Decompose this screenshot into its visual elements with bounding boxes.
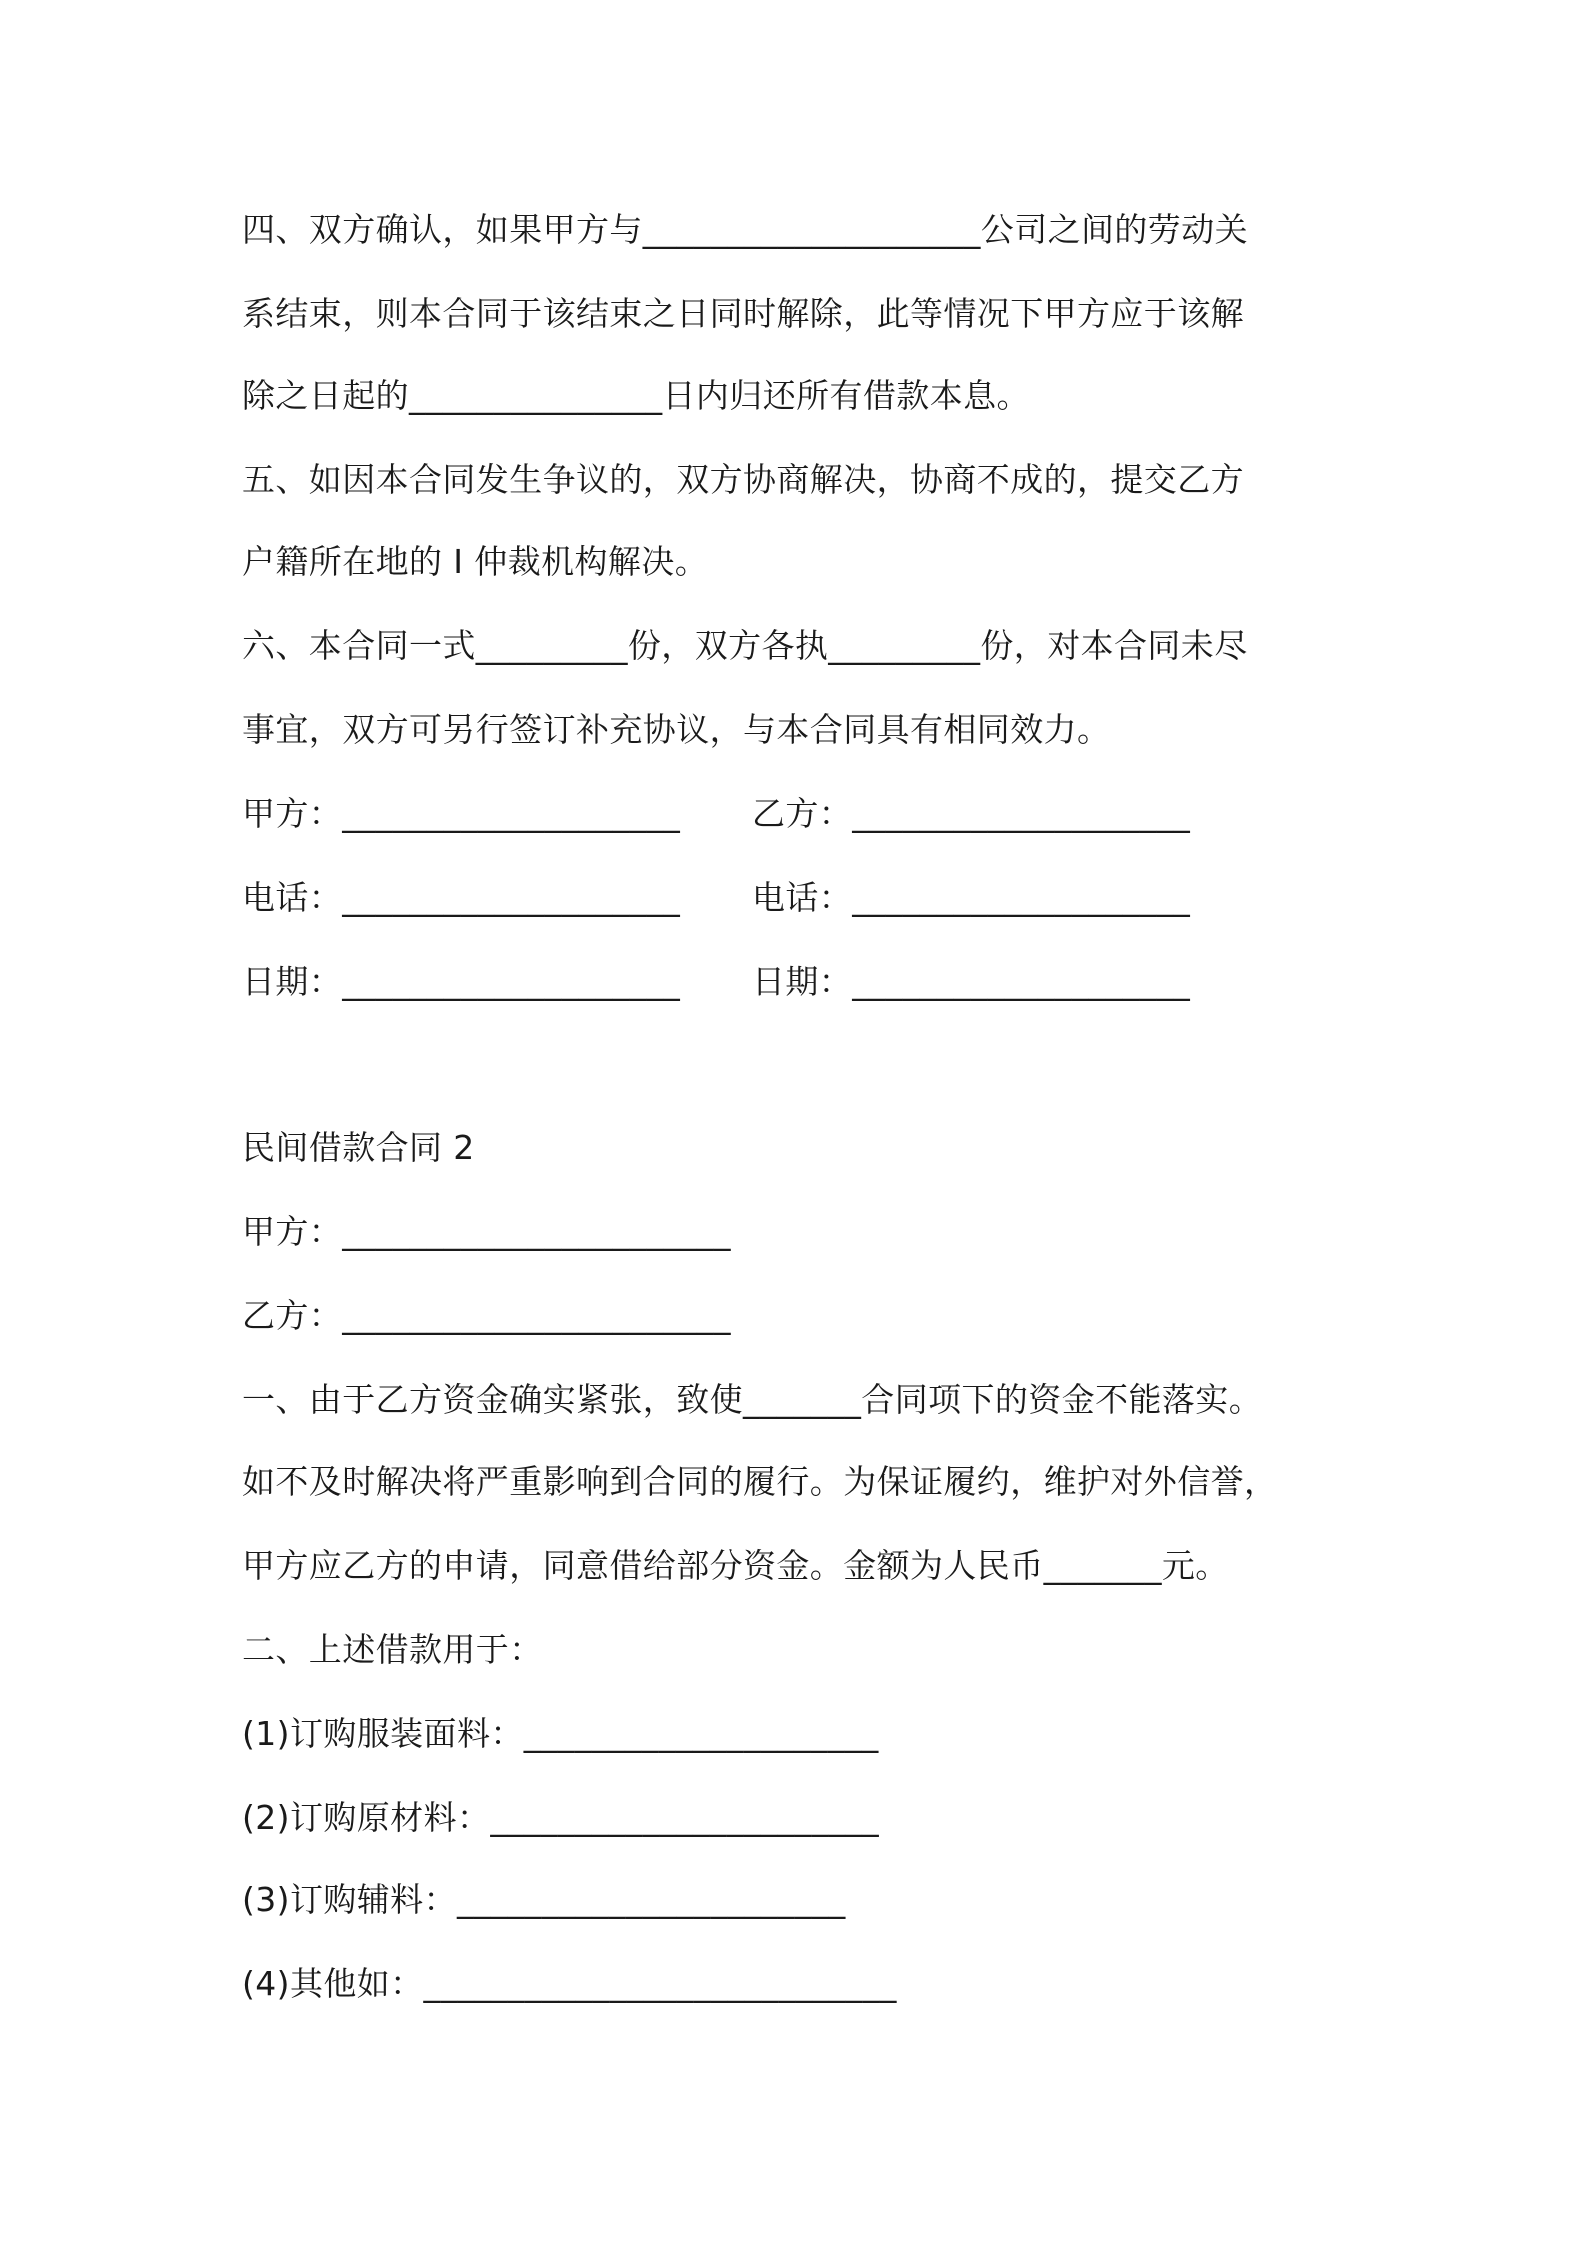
signature-date-b: 日期：____________________: [752, 962, 1191, 1001]
section-4-line-1: 四、双方确认，如果甲方与____________________公司之间的劳动关: [242, 210, 1248, 249]
section-6-line-2: 事宜，双方可另行签订补充协议，与本合同具有相同效力。: [242, 710, 1111, 749]
signature-phone-a: 电话：____________________: [242, 878, 681, 917]
section-4-line-2: 系结束，则本合同于该结束之日同时解除，此等情况下甲方应于该解: [242, 294, 1244, 333]
contract-2-party-b: 乙方：_______________________: [242, 1296, 731, 1335]
signature-party-a: 甲方：____________________: [242, 794, 681, 833]
use-item-3: (3)订购辅料：_______________________: [242, 1880, 846, 1919]
section-4-line-3: 除之日起的_______________日内归还所有借款本息。: [242, 376, 1030, 415]
signature-party-b: 乙方：____________________: [752, 794, 1191, 833]
clause-2-title: 二、上述借款用于：: [242, 1630, 543, 1669]
clause-1-line-1: 一、由于乙方资金确实紧张，致使_______合同项下的资金不能落实。: [242, 1380, 1263, 1419]
clause-1-line-2: 如不及时解决将严重影响到合同的履行。为保证履约，维护对外信誉，: [242, 1462, 1278, 1501]
signature-date-a: 日期：____________________: [242, 962, 681, 1001]
section-5-line-2: 户籍所在地的 I 仲裁机构解决。: [242, 542, 709, 581]
section-6-line-1: 六、本合同一式_________份，双方各执_________份，对本合同未尽: [242, 626, 1248, 665]
contract-2-party-a: 甲方：_______________________: [242, 1212, 731, 1251]
use-item-4: (4)其他如：____________________________: [242, 1964, 897, 2003]
use-item-1: (1)订购服装面料：_____________________: [242, 1714, 879, 1753]
contract-2-title: 民间借款合同 2: [242, 1128, 475, 1167]
use-item-2: (2)订购原材料：_______________________: [242, 1798, 880, 1837]
signature-phone-b: 电话：____________________: [752, 878, 1191, 917]
clause-1-line-3: 甲方应乙方的申请，同意借给部分资金。金额为人民币_______元。: [242, 1546, 1229, 1585]
section-5-line-1: 五、如因本合同发生争议的，双方协商解决，协商不成的，提交乙方: [242, 460, 1244, 499]
